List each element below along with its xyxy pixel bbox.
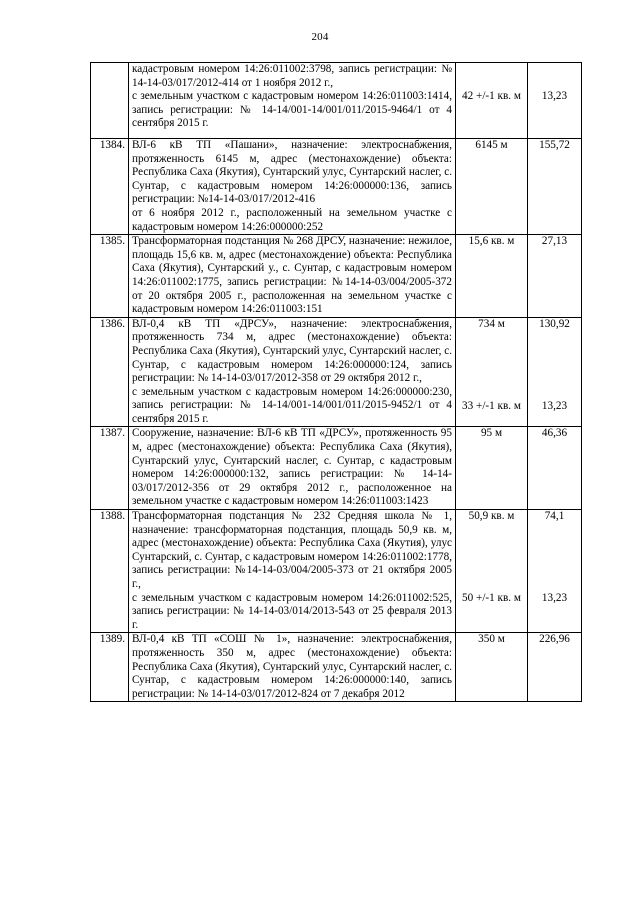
description-paragraph: кадастровым номером 14:26:011002:3798, запись регистрации: № 14-14-03/017/2012-414 от 1 ноября 2012 г., xyxy=(132,63,452,89)
table-row xyxy=(91,139,582,235)
value-amount: 13,23 xyxy=(541,592,568,605)
value-amount: 13,23 xyxy=(541,90,568,102)
table-row xyxy=(91,427,582,510)
object-value xyxy=(528,235,582,318)
row-number: 1389. xyxy=(91,633,129,702)
description-paragraph: с земельным участком с кадастровым номером 14:26:000000:230, запись регистрации: № 14-14/001-14/001/011/2015-9452/1 от 4 сентября 2015 г. xyxy=(132,385,452,425)
object-value xyxy=(528,139,582,235)
description-paragraph: ВЛ-0,4 кВ ТП «СОШ № 1», назначение: электроснабжения, протяженность 350 м, адрес (местонахождение) объекта: Республика Саха (Якутия), Сунтарский улус, Сунтарский наслег, с. Сунтар, с кадастровым номером 14:26:000000:140, запись регистрации: № 14-14-03/017/2012-824 от 7 декабря 2012 xyxy=(132,633,452,700)
description-paragraph: с земельным участком с кадастровым номером 14:26:011003:1414, запись регистрации: № 14-14/001-14/001/011/2015-9464/1 от 4 сентября 2015 г. xyxy=(132,90,452,130)
size-value: 95 м xyxy=(480,427,503,440)
object-description xyxy=(129,633,456,702)
size-value: 15,6 кв. м xyxy=(468,235,515,248)
size-value: 6145 м xyxy=(475,139,508,151)
value-amount xyxy=(531,63,578,90)
description-paragraph: с земельным участком с кадастровым номером 14:26:011002:525, запись регистрации: № 14-14-03/014/2013-543 от 25 февраля 2013 г. xyxy=(132,591,452,631)
object-size xyxy=(456,317,528,427)
value-amount: 155,72 xyxy=(539,139,570,151)
table-row xyxy=(91,633,582,702)
object-value xyxy=(528,317,582,427)
size-value: 50,9 кв. м xyxy=(468,510,515,523)
object-size xyxy=(456,510,528,633)
object-size xyxy=(456,63,528,139)
object-description xyxy=(129,63,456,139)
value-amount: 226,96 xyxy=(539,633,570,646)
object-value xyxy=(528,510,582,633)
description-paragraph: ВЛ-6 кВ ТП «Пашани», назначение: электроснабжения, протяженность 6145 м, адрес (местонахождение) объекта: Республика Саха (Якутия), Сунтарский улус, Сунтарский наслег, с. Сунтар, с кадастровым номером 14:26:000000:136, запись регистрации: №14-14-03/017/2012-416 xyxy=(132,139,452,206)
size-value xyxy=(459,63,524,90)
value-amount: 74,1 xyxy=(544,510,565,523)
row-number: 1387. xyxy=(91,427,129,510)
row-number: 1384. xyxy=(91,139,129,235)
object-value xyxy=(528,427,582,510)
description-paragraph: Трансформаторная подстанция № 232 Средняя школа № 1, назначение: трансформаторная подстанция, площадь 50,9 кв. м, адрес (местонахождение) объекта: Республика Саха (Якутия), улус Сунтарский, с. Сунтар, с кадастровым номером 14:26:011002:1778, запись регистрации: №14-14-03/004/2005-373 от 21 октября 2005 г., xyxy=(132,510,452,590)
page-number: 204 xyxy=(311,31,329,43)
property-registry-table xyxy=(90,62,582,702)
object-description xyxy=(129,317,456,427)
value-amount: 130,92 xyxy=(539,317,570,330)
object-value xyxy=(528,633,582,702)
table-row xyxy=(91,63,582,139)
value-amount: 13,23 xyxy=(541,399,568,412)
value-amount: 46,36 xyxy=(541,427,568,440)
size-value: 42 +/-1 кв. м xyxy=(462,90,521,102)
table-row xyxy=(91,317,582,427)
size-value: 50 +/-1 кв. м xyxy=(462,592,521,605)
object-size xyxy=(456,427,528,510)
row-number: 1388. xyxy=(91,510,129,633)
object-size xyxy=(456,633,528,702)
size-value: 33 +/-1 кв. м xyxy=(462,399,521,412)
table-row xyxy=(91,235,582,318)
value-amount: 27,13 xyxy=(541,235,568,248)
size-value: 734 м xyxy=(478,317,505,330)
object-description xyxy=(129,510,456,633)
object-size xyxy=(456,139,528,235)
size-value: 350 м xyxy=(478,633,505,646)
row-number xyxy=(91,63,129,139)
table-row xyxy=(91,510,582,633)
row-number: 1386. xyxy=(91,317,129,427)
description-paragraph: ВЛ-0,4 кВ ТП «ДРСУ», назначение: электроснабжения, протяженность 734 м, адрес (местонахождение) объекта: Республика Саха (Якутия), Сунтарский улус, Сунтарский наслег, с. Сунтар, с кадастровым номером 14:26:000000:124, запись регистрации: № 14-14-03/017/2012-358 от 29 октября 2012 г., xyxy=(132,317,452,385)
object-size xyxy=(456,235,528,318)
object-description xyxy=(129,427,456,510)
description-paragraph: Сооружение, назначение: ВЛ-6 кВ ТП «ДРСУ», протяженность 95 м, адрес (местонахождение) объекта: Республика Саха (Якутия), Сунтарский улус, Сунтарский наслег, с. Сунтар, с кадастровым номером 14:26:000000:132, запись регистрации: № 14-14-03/017/2012-356 от 29 октября 2012 г., расположенное на земельном участке с кадастровым номером 14:26:011003:1423 xyxy=(132,427,452,508)
object-value xyxy=(528,63,582,139)
description-paragraph: от 6 ноября 2012 г., расположенный на земельном участке с кадастровым номером 14:26:000000:252 xyxy=(132,206,452,233)
object-description xyxy=(129,235,456,318)
row-number: 1385. xyxy=(91,235,129,318)
description-paragraph: Трансформаторная подстанция № 268 ДРСУ, назначение: нежилое, площадь 15,6 кв. м, адрес (местонахождение) объекта: Республика Саха (Якутия), Сунтарский у., с. Сунтар, с кадастровым номером 14:26:011002:1775, запись регистрации: №14-14-03/004/2005-372 от 20 октября 2005 г., расположенная на земельном участке с кадастровым номером 14:26:011003:151 xyxy=(132,235,452,316)
object-description xyxy=(129,139,456,235)
